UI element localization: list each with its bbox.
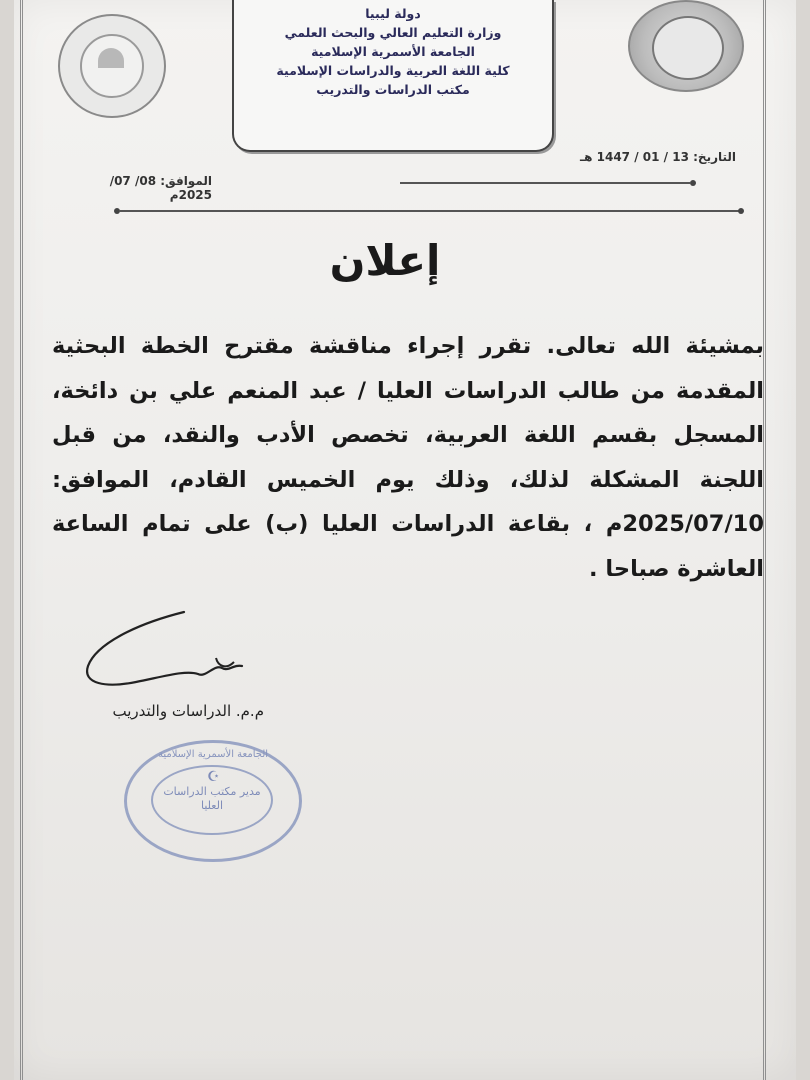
university-logo — [628, 0, 744, 92]
stamp-center-text: مدير مكتب الدراسات العليا — [163, 785, 261, 812]
header-line-faculty: كلية اللغة العربية والدراسات الإسلامية — [276, 63, 510, 78]
header-divider — [120, 210, 740, 212]
header-line-state: دولة ليبيا — [365, 6, 421, 21]
letterhead — [232, 0, 554, 152]
date-dot-1 — [690, 180, 696, 186]
date-underline-1 — [400, 182, 690, 184]
handwritten-signature — [66, 604, 266, 700]
header-line-ministry: وزارة التعليم العالي والبحث العلمي — [284, 25, 502, 40]
faculty-logo — [58, 14, 166, 118]
header-line-office: مكتب الدراسات والتدريب — [316, 82, 470, 97]
header-line-university: الجامعة الأسمرية الإسلامية — [311, 44, 475, 59]
stamp-ring-text: الجامعة الأسمرية الإسلامية — [157, 749, 269, 760]
date-dot-3 — [738, 208, 744, 214]
announcement-body: بمشيئة الله تعالى. تقرر إجراء مناقشة مقترح الخطة البحثية المقدمة من طالب الدراسات العليا / عبد المنعم علي بن دائخة، المسجل بقسم اللغة العربية، تخصص الأدب والنقد، من قبل اللجنة المشكلة لذلك، وذلك يوم الخميس القادم، الموافق: 2025/07/10م ، بقاعة الدراسات العليا (ب) على تمام الساعة العاشرة صباحا . — [52, 333, 764, 582]
signature-title: م.م. الدراسات والتدريب — [112, 702, 264, 720]
gregorian-date: الموافق: 08/ 07/ 2025م — [109, 174, 212, 202]
date-dot-2 — [114, 208, 120, 214]
hijri-date: التاريخ: 13 / 01 / 1447 هـ — [580, 150, 736, 164]
official-stamp — [124, 740, 302, 862]
announcement-title: إعلان — [329, 236, 441, 285]
crescent-icon: ☪ — [207, 769, 220, 785]
